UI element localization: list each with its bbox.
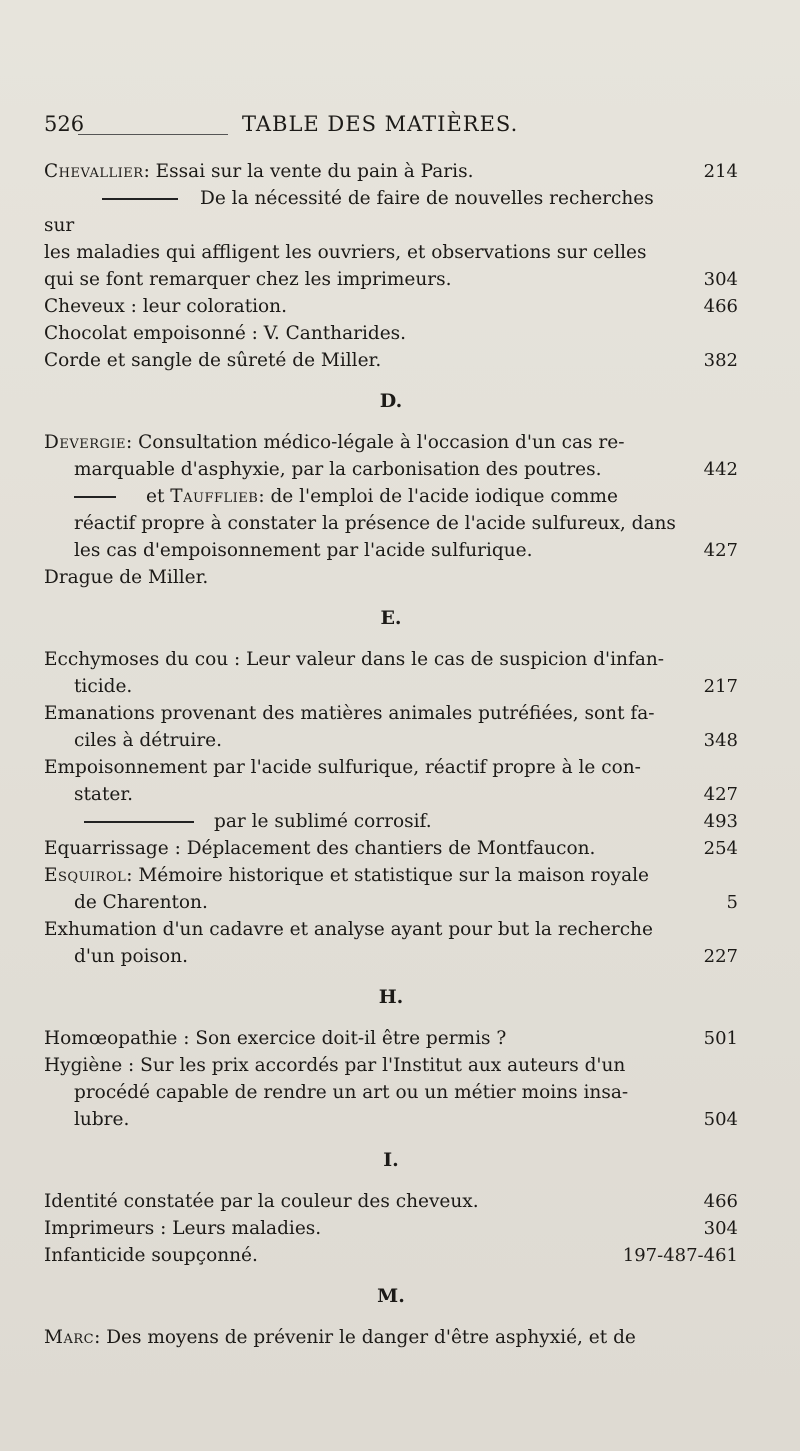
page-reference: 227 — [703, 946, 738, 967]
entry-text-line: : de l'emploi de l'acide iodique comme — [258, 486, 618, 507]
entry-text: Drague de Miller. — [44, 567, 209, 588]
index-entry — [44, 1052, 738, 1133]
entry-text-line: Exhumation d'un cadavre et analyse ayant pour but la recherche — [44, 919, 653, 940]
page-reference: 466 — [703, 296, 738, 317]
index-entry — [44, 1324, 738, 1351]
page-reference: 304 — [703, 269, 738, 290]
entry-text: par le sublimé corrosif. — [214, 811, 432, 832]
page-reference: 427 — [703, 784, 738, 805]
section-letter-h: H. — [378, 986, 404, 1008]
entry-text: Imprimeurs : Leurs maladies. — [44, 1218, 322, 1239]
page-reference: 304 — [703, 1218, 738, 1239]
page-reference: 197-487-461 — [622, 1245, 738, 1266]
entry-text-line: de Charenton. — [74, 892, 208, 913]
index-entry — [44, 1025, 738, 1052]
author-name: Taufflieb — [170, 486, 259, 507]
section-letter-d: D. — [379, 390, 403, 412]
page-reference: 382 — [703, 350, 738, 371]
index-entry — [44, 916, 738, 970]
entry-text: Homœopathie : Son exercice doit-il être permis ? — [44, 1028, 507, 1049]
entry-text-line: Ecchymoses du cou : Leur valeur dans le cas de suspicion d'infan- — [44, 649, 665, 670]
entry-text-line: marquable d'asphyxie, par la carbonisation des poutres. — [74, 459, 602, 480]
page-header — [44, 112, 734, 148]
index-entry — [44, 1215, 738, 1242]
entry-text-line: Emanations provenant des matières animales putréfiées, sont fa- — [44, 703, 655, 724]
author-name: Esquirol — [44, 865, 127, 886]
page-title: TABLE DES MATIÈRES. — [242, 112, 519, 136]
entry-text: Infanticide soupçonné. — [44, 1245, 258, 1266]
entry-text-line: stater. — [74, 784, 134, 805]
entry-text-line: lubre. — [74, 1109, 130, 1130]
author-name: Marc — [44, 1327, 95, 1348]
ditto-dash — [74, 496, 116, 498]
entry-text-line: procédé capable de rendre un art ou un métier moins insa- — [74, 1082, 629, 1103]
page-reference: 348 — [703, 730, 738, 751]
entry-text-line: De la nécessité de faire de nouvelles recherches sur — [44, 188, 654, 236]
entry-text-line: ticide. — [74, 676, 133, 697]
entry-text-line: : Mémoire historique et statistique sur la maison royale — [126, 865, 649, 886]
page-reference: 504 — [703, 1109, 738, 1130]
index-entry — [44, 700, 738, 754]
page-reference: 466 — [703, 1191, 738, 1212]
index-entry — [44, 1242, 738, 1269]
author-name: Devergie — [44, 432, 126, 453]
page-reference: 493 — [703, 811, 738, 832]
entry-text: Corde et sangle de sûreté de Miller. — [44, 350, 382, 371]
ditto-dash — [102, 198, 178, 200]
index-entry — [44, 862, 738, 916]
ditto-dash — [84, 821, 194, 823]
entry-text-line: : Consultation médico-légale à l'occasion d'un cas re- — [126, 432, 625, 453]
entry-text-line: Empoisonnement par l'acide sulfurique, réactif propre à le con- — [44, 757, 641, 778]
index-entry — [44, 293, 738, 320]
page-number: 526 — [44, 112, 85, 136]
page-reference: 427 — [703, 540, 738, 561]
entry-text-line: réactif propre à constater la présence de l'acide sulfureux, dans — [74, 513, 676, 534]
index-entry — [44, 808, 738, 835]
index-entry — [44, 1188, 738, 1215]
section-letter-m: M. — [377, 1285, 405, 1307]
page-reference: 217 — [703, 676, 738, 697]
page-reference: 5 — [726, 892, 738, 913]
entry-text: : Des moyens de prévenir le danger d'être asphyxié, et de — [94, 1327, 636, 1348]
index-entry — [44, 429, 738, 483]
index-entry — [44, 320, 738, 347]
index-content — [44, 158, 738, 1351]
index-entry — [44, 483, 738, 564]
entry-text: Equarrissage : Déplacement des chantiers de Montfaucon. — [44, 838, 596, 859]
author-name: Chevallier — [44, 161, 144, 182]
index-entry — [44, 185, 738, 293]
index-entry — [44, 564, 738, 591]
index-entry — [44, 347, 738, 374]
entry-text-line: les maladies qui affligent les ouvriers, et observations sur celles — [44, 242, 647, 263]
entry-text-line: Hygiène : Sur les prix accordés par l'Institut aux auteurs d'un — [44, 1055, 626, 1076]
entry-text: et — [146, 486, 165, 507]
section-letter-e: E. — [380, 607, 402, 629]
page-reference: 214 — [703, 161, 738, 182]
page-reference: 442 — [703, 459, 738, 480]
entry-text: Chocolat empoisonné : V. Cantharides. — [44, 323, 407, 344]
entry-text: Cheveux : leur coloration. — [44, 296, 287, 317]
index-entry — [44, 835, 738, 862]
index-entry — [44, 158, 738, 185]
entry-text-line: qui se font remarquer chez les imprimeurs. — [44, 269, 452, 290]
index-entry — [44, 646, 738, 700]
index-entry — [44, 754, 738, 808]
page-reference: 254 — [703, 838, 738, 859]
section-letter-i: I. — [383, 1149, 399, 1171]
header-rule — [78, 134, 228, 135]
entry-text-line: les cas d'empoisonnement par l'acide sulfurique. — [74, 540, 533, 561]
entry-text-line: d'un poison. — [74, 946, 188, 967]
entry-text-line: ciles à détruire. — [74, 730, 222, 751]
entry-text: : Essai sur la vente du pain à Paris. — [143, 161, 474, 182]
page-reference: 501 — [703, 1028, 738, 1049]
entry-text: Identité constatée par la couleur des cheveux. — [44, 1191, 479, 1212]
